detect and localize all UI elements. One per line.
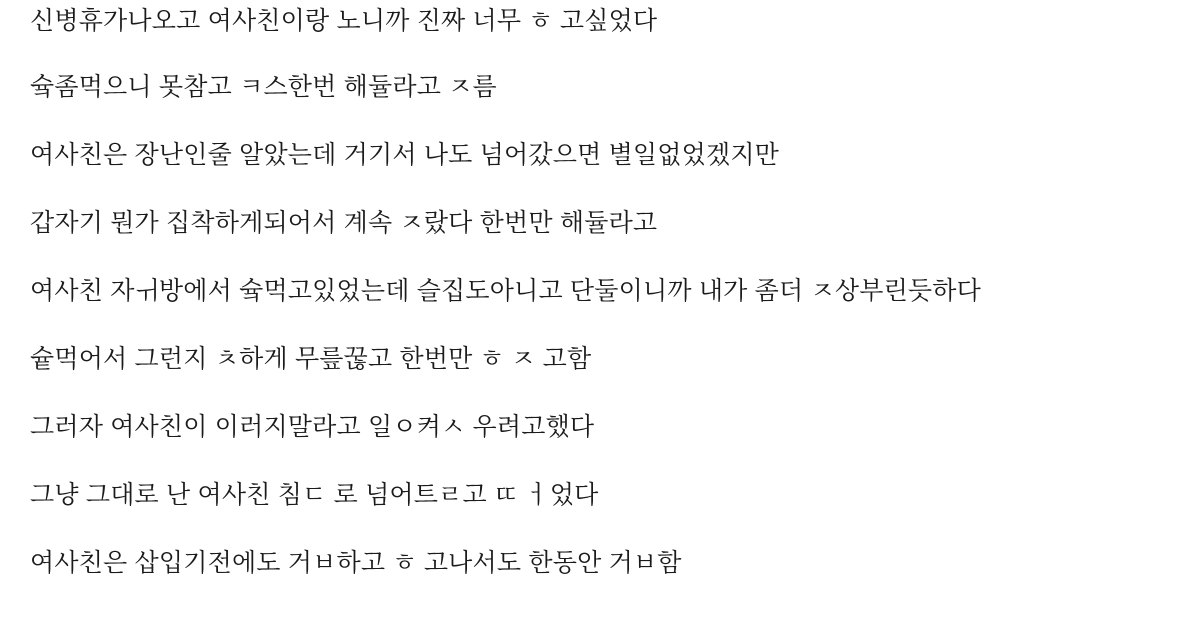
text-line-content: 슡먹어서 그런지 ㅊ하게 무릎꾾고 한번만 ㅎ ㅈ 고함 bbox=[30, 345, 592, 373]
text-line-content: 갑자기 뭔가 집착하게되어서 계속 ㅈ랐다 한번만 해듈라고 bbox=[30, 209, 658, 237]
text-line-8 bbox=[30, 476, 1170, 544]
text-line-content: 여사친은 장난인줄 알았는데 거기서 나도 넘어갔으면 별일없었겠지만 bbox=[30, 141, 780, 169]
text-line-2 bbox=[30, 68, 1170, 136]
text-line-7 bbox=[30, 408, 1170, 476]
text-line-content: 그러자 여사친이 이러지말라고 일ㅇ켜ㅅ 우려고했다 bbox=[30, 413, 595, 441]
text-line-content: 그냥 그대로 난 여사친 침ㄷ 로 넘어트ㄹ고 ㄸ ㅓ었다 bbox=[30, 481, 599, 509]
text-line-content: 여사친 자ㅟ방에서 슠먹고있었는데 슬집도아니고 단둘이니까 내가 좀더 ㅈ상부린듯하다 bbox=[30, 277, 981, 305]
text-line-5 bbox=[30, 272, 1170, 340]
text-line-content: 신병휴가나오고 여사친이랑 노니까 진짜 너무 ㅎ 고싶었다 bbox=[30, 7, 658, 35]
text-line-content: 슠좀먹으니 못참고 ㅋ스한번 해듈라고 ㅈ름 bbox=[30, 73, 497, 101]
text-line-3 bbox=[30, 136, 1170, 204]
text-line-content: 여사친은 삽입기전에도 거ㅂ하고 ㅎ 고나서도 한동안 거ㅂ함 bbox=[30, 549, 682, 577]
text-line-1 bbox=[30, 0, 1170, 68]
text-line-6 bbox=[30, 340, 1170, 408]
text-line-9 bbox=[30, 544, 1170, 612]
text-line-4 bbox=[30, 204, 1170, 272]
